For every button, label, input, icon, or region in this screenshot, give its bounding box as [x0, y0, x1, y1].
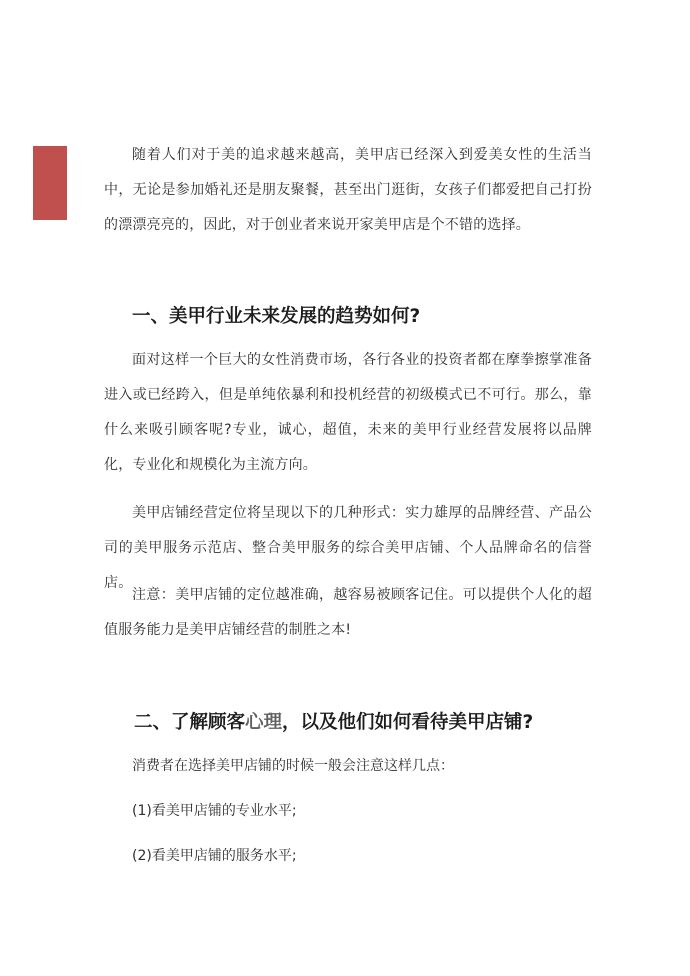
- section2-list-item-1: (1)看美甲店铺的专业水平;: [132, 803, 297, 819]
- section1-paragraph-1: 面对这样一个巨大的女性消费市场，各行各业的投资者都在摩拳擦掌准备进入或已经跨入，但是单纯依暴利和投机经营的初级模式已不可行。那么，靠什么来吸引顾客呢?专业，诚心，超值，未来的美甲行业经营发展将以品牌化，专业化和规模化为主流方向。: [104, 352, 592, 473]
- intro-paragraph: 随着人们对于美的追求越来越高，美甲店已经深入到爱美女性的生活当中，无论是参加婚礼还是朋友聚餐，甚至出门逛街，女孩子们都爱把自己打扮的漂漂亮亮的，因此，对于创业者来说开家美甲店是个不错的选择。: [104, 147, 592, 233]
- section2-lead: 消费者在选择美甲店铺的时候一般会注意这样几点：: [132, 758, 454, 774]
- section1-paragraph-2: 美甲店铺经营定位将呈现以下的几种形式：实力雄厚的品牌经营、产品公司的美甲服务示范店、整合美甲服务的综合美甲店铺、个人品牌命名的信誉店。: [104, 505, 592, 591]
- section2-heading: [134, 708, 533, 734]
- section2-list-item-2: (2)看美甲店铺的服务水平;: [132, 848, 297, 864]
- section2-heading-highlight: 心理: [245, 712, 283, 733]
- section2-heading-prefix: 二、了解顾客: [134, 712, 246, 733]
- section1-paragraph-3: 注意：美甲店铺的定位越准确，越容易被顾客记住。可以提供个人化的超值服务能力是美甲店铺经营的制胜之本!: [104, 587, 592, 638]
- accent-bar: [33, 146, 67, 220]
- section2-heading-suffix: ，以及他们如何看待美甲店铺?: [282, 712, 534, 733]
- section1-heading: 一、美甲行业未来发展的趋势如何?: [132, 306, 421, 327]
